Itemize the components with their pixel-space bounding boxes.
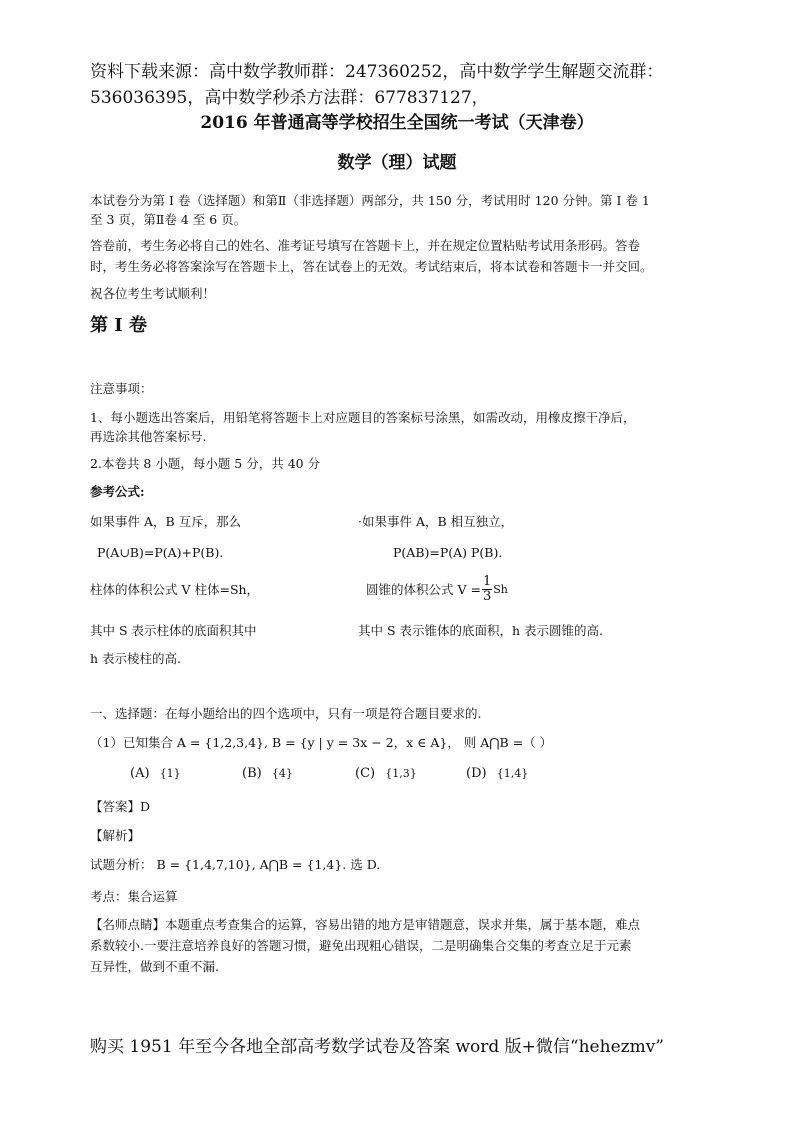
option-c [355, 766, 417, 781]
option-a-label: (A) [130, 766, 150, 781]
option-b-label: (B) [242, 766, 262, 781]
page-subtitle: 数学（理）试题 [337, 153, 457, 173]
question-1-stem: （1）已知集合 A = {1,2,3,4}, B = {y | y = 3x − 2，x ∈ A}， 则 A⋂B =（ ） [90, 735, 553, 750]
fraction-one-third [482, 575, 492, 604]
option-d-label: (D) [466, 766, 487, 781]
analysis-heading: 【解析】 [90, 828, 141, 843]
formula-left-4: 其中 S 表示柱体的底面积其中 [90, 623, 257, 638]
formula-right-4: 其中 S 表示锥体的底面积，h 表示圆锥的高. [358, 623, 604, 638]
header-line-1: 资料下载来源：高中数学教师群：247360252，高中数学学生解题交流群： [90, 62, 664, 82]
notes-item-1-line2: 再选涂其他答案标号. [90, 429, 207, 444]
section-1-heading: 一、选择题：在每小题给出的四个选项中，只有一项是符合题目要求的. [90, 706, 482, 721]
intro-p3: 祝各位考生考试顺利！ [90, 286, 216, 301]
formula-left-1: 如果事件 A，B 互斥，那么 [90, 514, 242, 529]
fraction-numerator: 1 [482, 573, 492, 589]
option-b [242, 766, 293, 781]
option-d-value: {1,4} [496, 767, 529, 780]
option-d [466, 766, 528, 781]
page-title: 2016 年普通高等学校招生全国统一考试（天津卷） [200, 113, 594, 133]
intro-p2-line2: 时，考生务必将答案涂写在答题卡上，答在试卷上的无效。考试结束后，将本试卷和答题卡一并交回。 [90, 259, 653, 274]
answer: 【答案】D [90, 799, 151, 814]
option-a [130, 766, 181, 781]
intro-p2-line1: 答卷前，考生务必将自己的姓名、准考证号填写在答题卡上，并在规定位置粘贴考试用条形码。答卷 [90, 238, 641, 253]
notes-item-2: 2.本卷共 8 小题，每小题 5 分，共 40 分 [90, 456, 321, 471]
intro-p1-line1: 本试卷分为第 I 卷（选择题）和第Ⅱ（非选择题）两部分，共 150 分，考试用时 120 分钟。第 I 卷 1 [90, 193, 650, 208]
tip-line-3: 互异性，做到不重不漏. [90, 959, 219, 974]
section-title: 第 I 卷 [90, 315, 147, 336]
formula-left-3: 柱体的体积公式 V 柱体=Sh， [90, 582, 260, 597]
option-a-value: {1} [159, 767, 181, 780]
analysis-text: 试题分析： B = {1,4,7,10}, A⋂B = {1,4}. 选 D. [90, 857, 381, 872]
option-c-value: {1,3} [385, 767, 417, 780]
intro-p1-line2: 至 3 页，第Ⅱ卷 4 至 6 页。 [90, 212, 247, 227]
formulas-heading: 参考公式: [90, 484, 145, 499]
tip-line-1: 【名师点睛】本题重点考查集合的运算，容易出错的地方是审错题意，误求并集，属于基本题，难点 [90, 917, 641, 932]
tip-line-2: 系数较小.一要注意培养良好的答题习惯，避免出现粗心错误，二是明确集合交集的考查立足于元素 [90, 938, 632, 953]
fraction-denominator: 3 [482, 588, 492, 604]
header-line-2: 536036395，高中数学秒杀方法群：677837127， [90, 88, 489, 108]
formula-right-2: P(AB)=P(A) P(B). [393, 545, 503, 560]
footer-line: 购买 1951 年至今各地全部高考数学试卷及答案 word 版+微信“hehezmv” [90, 1037, 664, 1057]
notes-heading: 注意事项： [90, 381, 153, 396]
formula-right-3 [366, 568, 508, 610]
notes-item-1-line1: 1、每小题选出答案后，用铅笔将答题卡上对应题目的答案标号涂黑，如需改动，用橡皮擦干净后， [90, 410, 636, 425]
kaodian: 考点：集合运算 [90, 889, 178, 904]
cone-volume-label: 圆锥的体积公式 V = [366, 581, 481, 597]
option-b-value: {4} [271, 767, 293, 780]
option-c-label: (C) [355, 766, 376, 781]
formula-right-1: ·如果事件 A，B 相互独立， [358, 514, 514, 529]
formula-left-2: P(A∪B)=P(A)+P(B). [97, 545, 224, 560]
cone-volume-sh: Sh [493, 582, 508, 596]
formula-left-5: h 表示棱柱的高. [90, 651, 181, 666]
